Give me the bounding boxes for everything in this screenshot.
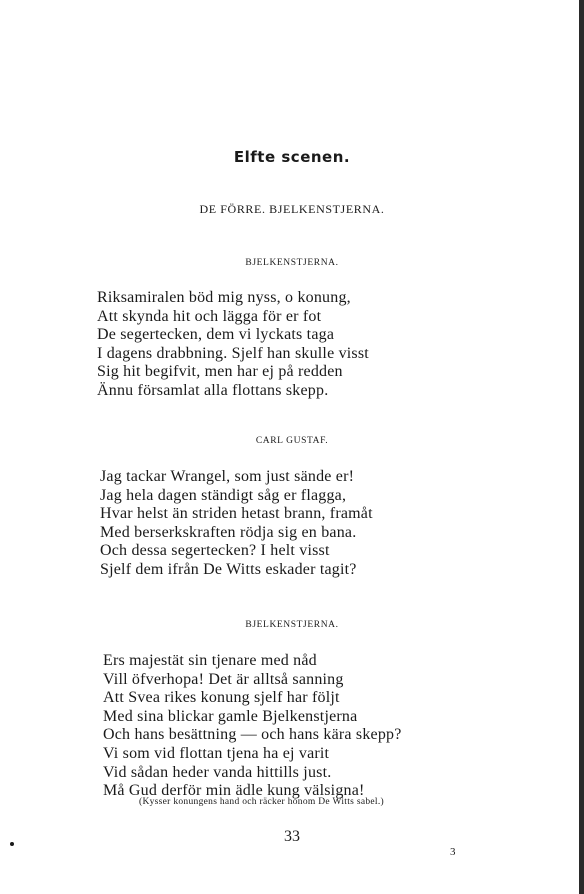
speaker-heading: CARL GUSTAF. bbox=[255, 436, 329, 446]
verse-line: Sig hit begifvit, men har ej på redden bbox=[97, 363, 343, 381]
verse-line: Jag tackar Wrangel, som just sände er! bbox=[100, 468, 355, 485]
verse-line: Hvar helst än striden hetast brann, framåt bbox=[100, 505, 373, 523]
verse-line: Ännu församlat alla flottans skepp. bbox=[97, 381, 329, 399]
verse-line: Att Svea rikes konung sjelf har följt bbox=[103, 689, 340, 707]
speaker-heading: BJELKENSTJERNA. bbox=[245, 620, 339, 630]
signature-mark: 3 bbox=[450, 846, 456, 858]
verse-line: I dagens drabbning. Sjelf han skulle visst bbox=[97, 344, 369, 362]
verse-line: Med sina blickar gamle Bjelkenstjerna bbox=[103, 707, 358, 725]
page-number: 33 bbox=[284, 828, 300, 845]
verse-line: Vid sådan heder vanda hittills just. bbox=[103, 763, 332, 781]
verse-line: Vill öfverhopa! Det är alltså sanning bbox=[103, 670, 344, 688]
verse-line: Ers majestät sin tjenare med nåd bbox=[103, 652, 317, 669]
cast-list: DE FÖRRE. BJELKENSTJERNA. bbox=[199, 202, 385, 216]
verse-line: Och dessa segertecken? I helt visst bbox=[100, 542, 330, 560]
verse-line: Riksamiralen böd mig nyss, o konung, bbox=[97, 289, 351, 306]
stage-direction: (Kysser konungens hand och räcker honom De Witts sabel.) bbox=[139, 797, 384, 807]
scene-title: Elfte scenen. bbox=[233, 148, 351, 166]
page-edge bbox=[579, 0, 584, 894]
verse-line: Må Gud derför min ädle kung välsigna! bbox=[103, 782, 365, 800]
speech-3-verse bbox=[103, 652, 402, 801]
verse-line: De segertecken, dem vi lyckats taga bbox=[97, 326, 335, 344]
verse-line: Att skynda hit och lägga för er fot bbox=[97, 307, 322, 325]
margin-dot bbox=[10, 842, 14, 846]
verse-line: Vi som vid flottan tjena ha ej varit bbox=[103, 744, 330, 762]
speech-1-verse bbox=[97, 289, 369, 401]
verse-line: Sjelf dem ifrån De Witts eskader tagit? bbox=[100, 560, 357, 578]
speaker-heading: BJELKENSTJERNA. bbox=[245, 258, 339, 268]
verse-line: Med berserkskraften rödja sig en bana. bbox=[100, 523, 357, 541]
verse-line: Och hans besättning — och hans kära skepp? bbox=[103, 726, 402, 744]
speech-2-verse bbox=[100, 468, 373, 580]
verse-line: Jag hela dagen ständigt såg er flagga, bbox=[100, 486, 347, 504]
